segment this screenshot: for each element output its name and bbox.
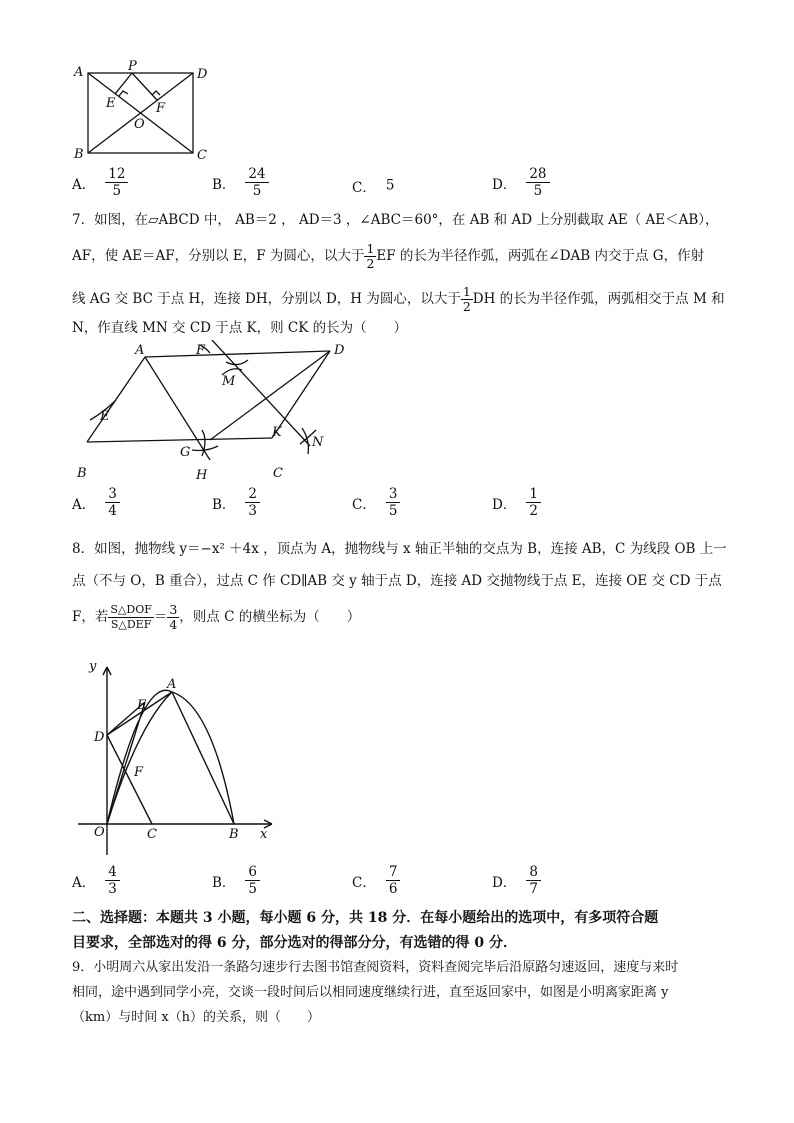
denominator: 4: [169, 617, 178, 632]
numerator: 6: [245, 864, 260, 881]
q8-option-a[interactable]: [72, 864, 120, 897]
q7-option-d[interactable]: [492, 486, 541, 519]
option-label: A．: [72, 874, 96, 891]
denominator: 7: [529, 881, 538, 897]
fig7-label-c: C: [273, 466, 283, 481]
fig8-label-c: C: [147, 827, 157, 842]
option-label: D．: [492, 496, 517, 513]
option-fraction: [386, 864, 401, 897]
numerator: 2: [245, 486, 260, 503]
denominator: S△DEF: [110, 618, 152, 631]
denominator: 5: [252, 183, 262, 199]
q8-option-c[interactable]: [352, 864, 400, 897]
fig6-label-o: O: [134, 117, 145, 132]
denominator: 6: [388, 881, 398, 897]
fig8-label-d: D: [94, 730, 105, 745]
numerator: 3: [105, 486, 120, 503]
option-label: D．: [492, 176, 517, 193]
denominator: 3: [248, 503, 258, 519]
fig7-label-d: D: [334, 343, 345, 358]
q8-figure: [72, 655, 282, 860]
fig7-label-h: H: [196, 468, 208, 483]
text-span: ＝: [153, 609, 168, 625]
q6-option-a[interactable]: [72, 166, 128, 199]
fig7-label-a: A: [135, 343, 145, 358]
option-fraction: [526, 486, 541, 519]
numerator: 12: [105, 166, 128, 183]
numerator: 8: [526, 864, 541, 881]
q7-option-c[interactable]: [352, 486, 400, 519]
option-label: D．: [492, 874, 517, 891]
option-fraction: [105, 166, 128, 199]
q8-option-b[interactable]: [212, 864, 260, 897]
fig8-label-b: B: [229, 827, 239, 842]
q8-option-d[interactable]: [492, 864, 541, 897]
q7-line-1: 7．如图，在▱ABCD 中， AB＝2 ， AD＝3 ，∠ABC＝60°，在 AB 和 AD 上分别截取 AE（ AE＜AB），: [72, 212, 719, 228]
numerator: 3: [386, 486, 401, 503]
q6-figure: [70, 58, 220, 166]
q8-line-2: 点（不与 O，B 重合），过点 C 作 CD∥AB 交 y 轴于点 D，连接 AD 交抛物线于点 E，连接 OE 交 CD 于点: [72, 573, 722, 589]
option-label: A．: [72, 496, 96, 513]
numerator: 4: [105, 864, 120, 881]
denominator: 3: [108, 881, 117, 897]
numerator: 1: [366, 241, 375, 256]
numerator: 1: [462, 284, 471, 299]
q8-line-3: [72, 603, 360, 632]
q9-line-1: 9．小明周六从家出发沿一条路匀速步行去图书馆查阅资料，资料查阅完毕后沿原路匀速返回，速度与来时: [72, 960, 679, 975]
fig8-label-e: E: [137, 698, 147, 713]
fig8-label-f: F: [134, 765, 144, 780]
denominator: 2: [462, 299, 471, 314]
option-fraction: [526, 166, 549, 199]
fig6-label-e: E: [106, 96, 116, 111]
section-2-heading-line-1: 二、选择题：本题共 3 小题，每小题 6 分，共 18 分．在每小题给出的选项中，有多项符合题: [72, 910, 659, 926]
fig6-label-d: D: [197, 67, 208, 82]
section-2-heading-line-2: 目要求，全部选对的得 6 分，部分选对的得部分分，有选错的得 0 分．: [72, 935, 517, 951]
inline-fraction: [364, 242, 376, 271]
area-ratio-fraction: [108, 603, 153, 632]
q9-line-2: 相同，途中遇到同学小亮，交谈一段时间后以相同速度继续行进，直至返回家中，如图是小明离家距离 y: [72, 985, 669, 1000]
fig8-label-a: A: [167, 677, 177, 692]
option-fraction: [245, 486, 260, 519]
fig7-label-f: F: [196, 343, 206, 358]
text-span: ，则点 C 的横坐标为（ ）: [179, 609, 361, 625]
text-span: 线 AG 交 BC 于点 H，连接 DH，分别以 D，H 为圆心，以大于: [72, 291, 461, 307]
option-label: B．: [212, 496, 236, 513]
denominator: 2: [529, 503, 538, 519]
text-span: DH 的长为半径作弧，两弧相交于点 M 和: [472, 291, 725, 307]
text-span: F，若: [72, 609, 109, 625]
option-label: B．: [212, 176, 236, 193]
numerator: S△DOF: [110, 603, 152, 616]
q6-option-d[interactable]: [492, 166, 550, 199]
fig7-label-m: M: [222, 374, 236, 389]
text-span: EF 的长为半径作弧，两弧在∠DAB 内交于点 G，作射: [376, 248, 705, 264]
text-span: AF，使 AE＝AF，分别以 E，F 为圆心，以大于: [72, 248, 365, 264]
fig7-label-g: G: [180, 445, 191, 460]
option-fraction: [105, 864, 120, 897]
q7-option-b[interactable]: [212, 486, 260, 519]
numerator: 3: [169, 602, 178, 617]
numerator: 28: [526, 166, 549, 183]
denominator: 5: [112, 183, 122, 199]
ratio-value-fraction: [167, 603, 179, 632]
q9-line-3: （km）与时间 x（h）的关系，则（ ）: [72, 1010, 321, 1025]
fig8-label-x: x: [260, 827, 268, 842]
option-label: C．: [352, 180, 376, 196]
numerator: 24: [245, 166, 268, 183]
numerator: 7: [386, 864, 401, 881]
option-label: C．: [352, 874, 376, 891]
q7-line-3: [72, 285, 725, 314]
denominator: 5: [248, 881, 258, 897]
denominator: 2: [366, 256, 375, 271]
denominator: 5: [388, 503, 398, 519]
fig6-label-c: C: [197, 148, 207, 163]
numerator: 1: [526, 486, 541, 503]
option-label: A．: [72, 176, 96, 193]
option-label: B．: [212, 874, 236, 891]
q6-option-c[interactable]: [352, 176, 394, 196]
option-fraction: [245, 166, 268, 199]
fig7-label-b: B: [77, 466, 87, 481]
inline-fraction: [461, 285, 473, 314]
option-value: 5: [385, 177, 395, 194]
fig7-label-n: N: [312, 435, 324, 450]
q8-line-1: 8．如图，抛物线 y＝−x² ＋4x ，顶点为 A，抛物线与 x 轴正半轴的交点为 B，连接 AB，C 为线段 OB 上一: [72, 541, 727, 557]
fig7-label-k: K: [272, 425, 282, 440]
q7-line-4: N，作直线 MN 交 CD 于点 K，则 CK 的长为（ ）: [72, 320, 408, 336]
fig8-label-y: y: [89, 659, 97, 674]
denominator: 4: [108, 503, 117, 519]
option-fraction: [386, 486, 401, 519]
fig6-label-p: P: [128, 59, 137, 74]
option-fraction: [526, 864, 541, 897]
q7-option-a[interactable]: [72, 486, 120, 519]
fig8-label-o: O: [94, 825, 105, 840]
denominator: 5: [533, 183, 543, 199]
q7-figure: [72, 340, 362, 485]
option-fraction: [245, 864, 260, 897]
fig6-label-a: A: [74, 65, 84, 80]
q7-line-2: [72, 242, 704, 271]
fig6-label-f: F: [156, 101, 166, 116]
option-label: C．: [352, 496, 376, 513]
fig7-label-e: E: [100, 409, 110, 424]
q6-option-b[interactable]: [212, 166, 269, 199]
option-fraction: [105, 486, 120, 519]
fig6-label-b: B: [74, 147, 84, 162]
